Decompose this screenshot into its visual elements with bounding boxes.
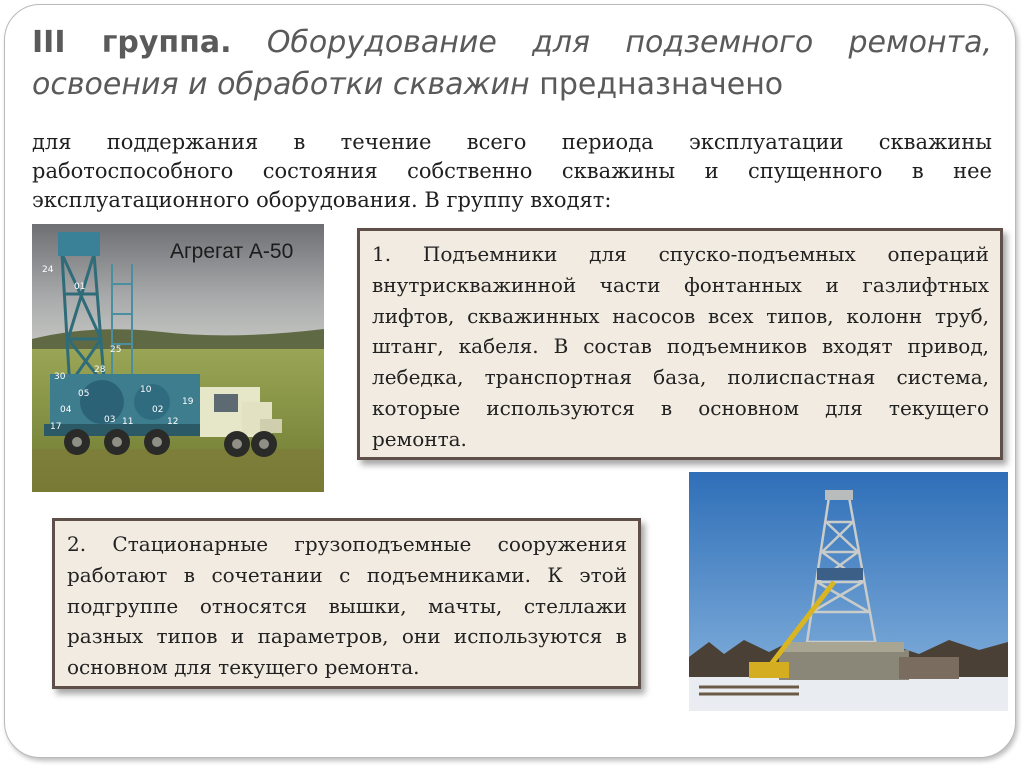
photo-label: 12 [167,417,179,427]
photo-label: 19 [182,397,194,407]
truck-photo [32,224,324,492]
photo-label: 17 [50,422,62,432]
item-1-text: 1. Подъемники для спуско-подъемных операций внутрискважинной части фонтанных и газлифтных лифтов, скважинных насосов всех типов, колонн труб, штанг, кабеля. В состав подъемников входят привод, лебедка, транспортная база, полиспастная система, которые используются в основном для текущего ремонта. [372,242,989,451]
photo-label: 24 [42,265,54,275]
intro-paragraph: для поддержания в течение всего периода эксплуатации скважины работоспособного состояния собственно скважины и спущенного в нее эксплуатационного оборудования. В группу входят: [32,130,992,212]
photo-label: 01 [74,282,86,292]
photo-label: 02 [152,405,164,415]
title-group-label: III группа. [32,25,232,60]
photo-caption: Агрегат А-50 [170,240,294,263]
item-2-box [52,518,641,689]
title-subject: Оборудование для подземного ремонта, освоения и обработки скважин [32,25,993,102]
derrick-photo [689,472,1008,711]
photo-label: 11 [122,417,134,427]
photo-label: 05 [78,389,90,399]
derrick-illustration [689,472,1008,711]
photo-label: 04 [60,405,72,415]
photo-label: 25 [110,345,122,355]
slide-title [32,22,992,106]
item-1-box [357,228,1003,460]
photo-label: 03 [104,415,116,425]
truck-illustration [32,224,324,492]
title-rest: предназначено [539,67,784,102]
photo-label: 28 [94,365,106,375]
photo-label: 10 [140,385,152,395]
item-2-text: 2. Стационарные грузоподъемные сооружения работают в сочетании с подъемниками. К этой подгруппе относятся вышки, мачты, стеллажи разных типов и параметров, они используются в основном для текущего ремонта. [67,532,627,680]
photo-label: 30 [54,372,66,382]
